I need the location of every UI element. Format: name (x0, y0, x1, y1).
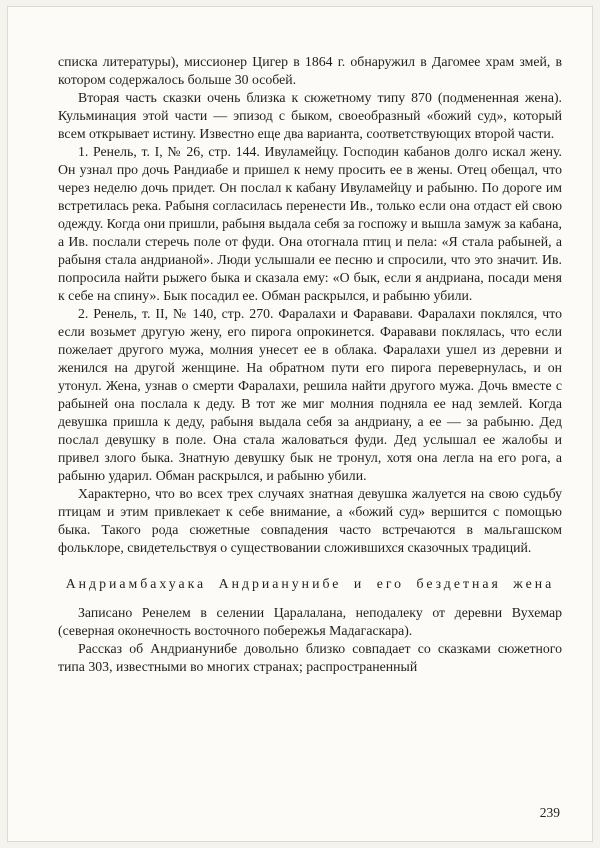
paragraph-recorded-by: Записано Ренелем в селении Царалалана, неподалеку от деревни Вухемар (северная оконечность восточного побережья Мадагаскара). (58, 605, 562, 638)
paragraph-variant-2: 2. Ренель, т. II, № 140, стр. 270. Фаралахи и Фаравави. Фаралахи поклялся, что если возьмет другую жену, его пирога опрокинется. Фаравави поклялась, что если пожелает другого мужа, молния унесет ее в облака. Фаралахи ушел из деревни и женился на другой женщине. На обратном пути его пирога перевернулась, и он утонул. Жена, узнав о смерти Фаралахи, решила найти другого мужа. Дочь вместе с рабыней она послала к деду. В тот же миг молния подняла ее над землей. Когда девушка пришла к деду, рабыня выдала себя за андриану, а ее — за рабыню. Дед послал девушку в поле. Она стала жаловаться фуди. Дед услышал ее жалобы и привел злого быка. Знатную девушку бык не тронул, хотя она легла на его рога, а рабыню ударил. Обман раскрылся, и рабыню убили. (58, 306, 562, 483)
paragraph-tale-type-870: Вторая часть сказки очень близка к сюжетному типу 870 (подмененная жена). Кульминация этой части — эпизод с быком, своеобразный «божий суд», который всем открывает истину. Известно еще два варианта, соответствующих второй части. (58, 90, 562, 141)
paragraph-variant-1: 1. Ренель, т. I, № 26, стр. 144. Ивуламейцу. Господин кабанов долго искал жену. Он узнал про дочь Рандиабе и пришел к нему просить ее в жены. Отец обещал, что через неделю дочь придет. Он послал к кабану Ивуламейцу и рабыню. По дороге им встретилась река. Рабыня согласилась перенести Ив., только если она отдаст ей свою одежду. Когда они пришли, рабыня выдала себя за госпожу и вышла замуж за кабана, а Ив. послали стеречь поле от фуди. Она отогнала птиц и пела: «Я стала рабыней, а рабыня стала андрианой». Люди услышали ее песню и спросили, что это значит. Ив. попросила найти рыжего быка и сказала ему: «О бык, если я андриана, посади меня к себе на спину». Бык посадил ее. Обман раскрылся, и рабыню убили. (58, 144, 563, 303)
book-page (7, 6, 593, 842)
page-number: 239 (539, 805, 560, 820)
section-heading: Андриамбахуака Андрианунибе и его бездетная жена (65, 576, 555, 591)
paragraph-tale-type-303: Рассказ об Андрианунибе довольно близко совпадает со сказками сюжетного типа 303, известными во многих странах; распространенный (58, 641, 562, 674)
paragraph-bibliography-continuation: списка литературы), миссионер Цигер в 1864 г. обнаружил в Дагомее храм змей, в котором содержалось больше 30 особей. (58, 54, 562, 87)
paragraph-summary: Характерно, что во всех трех случаях знатная девушка жалуется на свою судьбу птицам и этим привлекает к себе внимание, а «божий суд» вершится с помощью быка. Такого рода сюжетные совпадения часто встречаются в мальгашском фольклоре, свидетельствуя о существовании сложившихся сказочных традиций. (58, 486, 562, 555)
text-block (58, 53, 562, 676)
